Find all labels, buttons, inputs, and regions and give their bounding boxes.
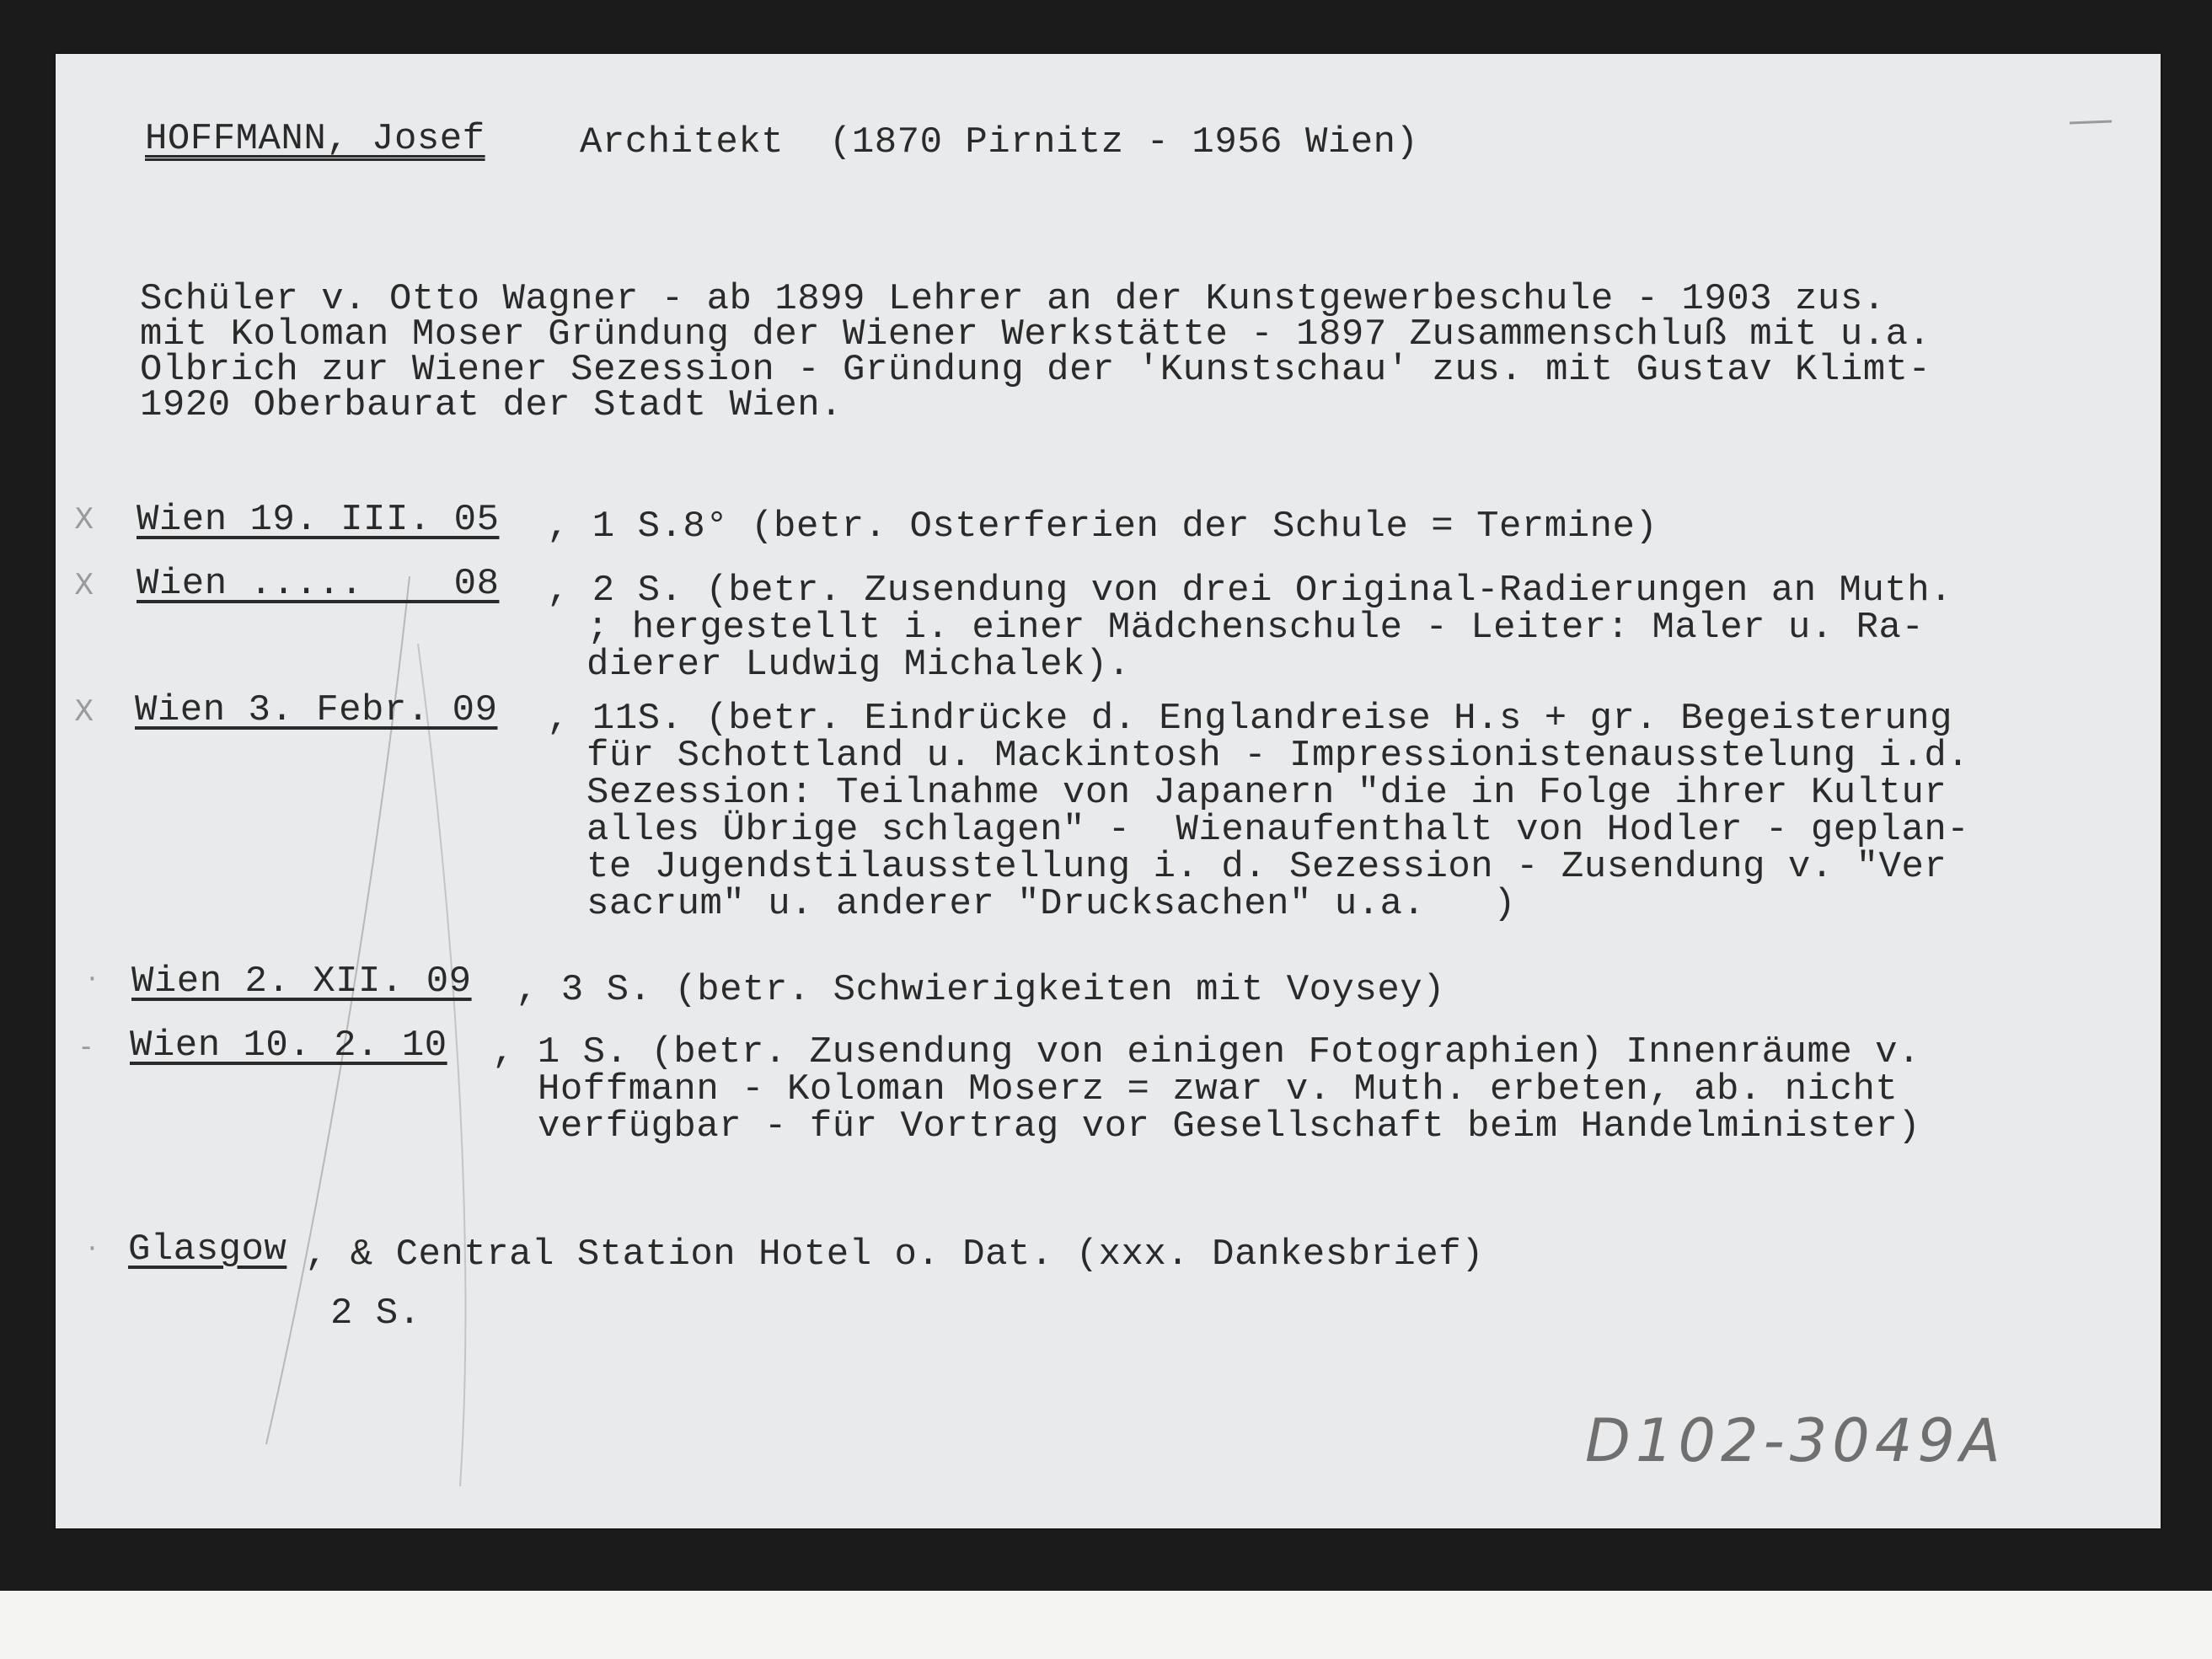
bio-line: 1920 Oberbaurat der Stadt Wien. <box>140 384 844 426</box>
entry-line: , & Central Station Hotel o. Dat. (xxx. Dankesbrief) <box>305 1234 1485 1276</box>
entry-mark: X <box>74 694 94 728</box>
index-card <box>56 54 2161 1528</box>
entry-line: ; hergestellt i. einer Mädchenschule - Leiter: Maler u. Ra- <box>586 607 1925 649</box>
entry-line: alles Übrige schlagen" - Wienaufenthalt von Hodler - geplan- <box>586 809 1970 851</box>
entry-place-date: Wien ..... 08 <box>137 563 500 605</box>
entry-mark: - <box>81 1030 92 1063</box>
bio-line: Olbrich zur Wiener Sezession - Gründung der 'Kunstschau' zus. mit Gustav Klimt- <box>140 349 1931 391</box>
scan-bottom-margin <box>0 1591 2212 1659</box>
bio-line: Schüler v. Otto Wagner - ab 1899 Lehrer an der Kunstgewerbeschule - 1903 zus. <box>140 278 1886 320</box>
entry-line: , 1 S.8° (betr. Osterferien der Schule = Termine) <box>547 506 1658 548</box>
entry-place-date: Wien 10. 2. 10 <box>130 1025 447 1067</box>
entry-line: , 2 S. (betr. Zusendung von drei Original-Radierungen an Muth. <box>547 570 1953 612</box>
entry-line: Sezession: Teilnahme von Japanern "die in Folge ihrer Kultur <box>586 772 1947 814</box>
entry-line: , 3 S. (betr. Schwierigkeiten mit Voysey) <box>516 969 1446 1011</box>
entry-line: sacrum" u. anderer "Drucksachen" u.a. ) <box>586 883 1517 925</box>
entry-place-date: Wien 3. Febr. 09 <box>135 689 498 731</box>
header-title: Architekt (1870 Pirnitz - 1956 Wien) <box>580 121 1419 163</box>
entry-line: dierer Ludwig Michalek). <box>586 644 1131 686</box>
entry-line: te Jugendstilausstellung i. d. Sezession - Zusendung v. "Ver <box>586 846 1947 888</box>
archive-signature: D102-3049A <box>1585 1406 2006 1475</box>
entry-line: Hoffmann - Koloman Moserz = zwar v. Muth. erbeten, ab. nicht <box>538 1068 1899 1110</box>
entry-line: 2 S. <box>330 1292 421 1335</box>
entry-place-date: Glasgow <box>128 1228 287 1271</box>
entry-mark: · <box>88 962 97 996</box>
entry-place-date: Wien 19. III. 05 <box>137 499 500 541</box>
entry-line: , 11S. (betr. Eindrücke d. Englandreise H.s + gr. Begeisterung <box>547 698 1953 740</box>
bio-line: mit Koloman Moser Gründung der Wiener Werkstätte - 1897 Zusammenschluß mit u.a. <box>140 313 1931 356</box>
entry-place-date: Wien 2. XII. 09 <box>131 961 472 1003</box>
entry-mark: X <box>74 568 94 602</box>
entry-mark: · <box>88 1232 97 1266</box>
entry-mark: X <box>74 502 94 536</box>
entry-line: , 1 S. (betr. Zusendung von einigen Fotographien) Innenräume v. <box>492 1031 1920 1073</box>
entry-line: für Schottland u. Mackintosh - Impressionistenausstelung i.d. <box>586 735 1970 777</box>
entry-line: verfügbar - für Vortrag vor Gesellschaft beim Handelminister) <box>538 1105 1921 1148</box>
header-name: HOFFMANN, Josef <box>145 118 485 160</box>
